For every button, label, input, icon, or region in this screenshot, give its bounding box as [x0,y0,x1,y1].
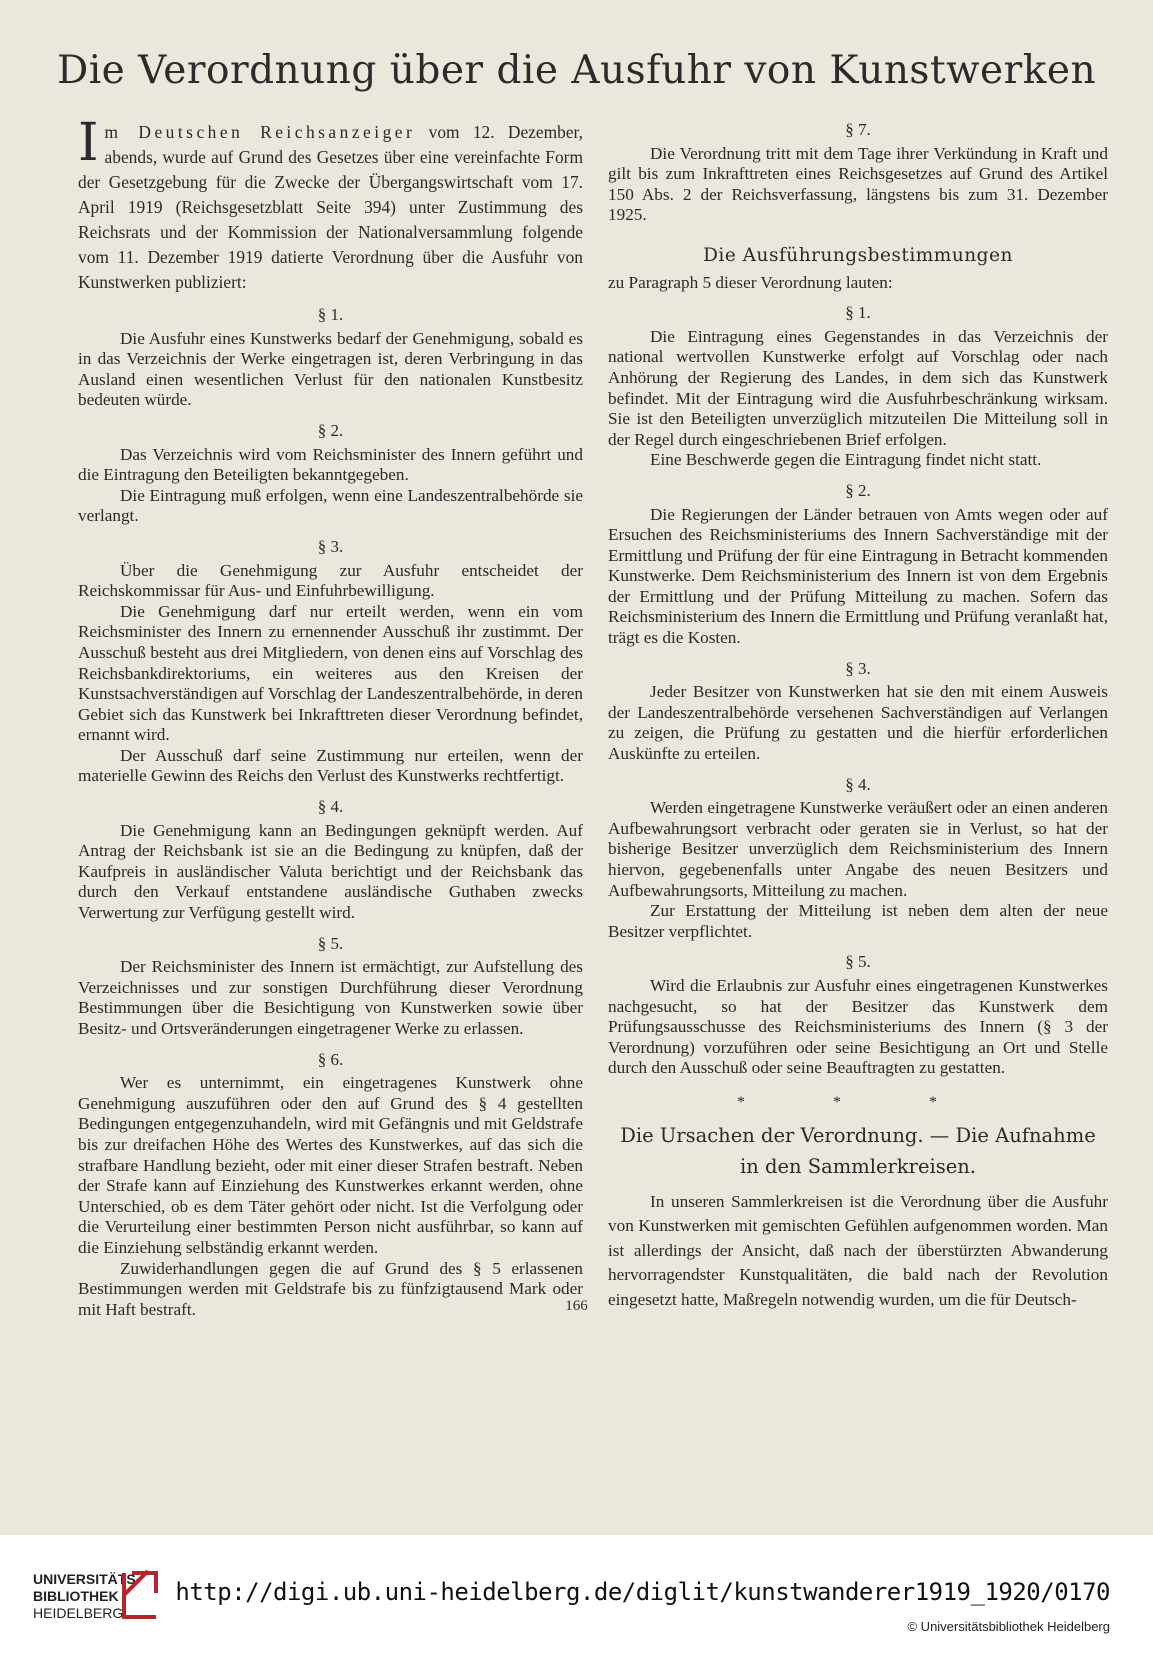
library-logo-icon [118,1565,162,1623]
paragraph: Der Reichsminister des Innern ist ermächtigt, zur Aufstellung des Verzeichnisses und zur sonstigen Durchführung dieser Verordnung Bestimmungen über die Besichtigung von Kunstwerken sowie über Besitz- und Ortsveränderungen eingetragener Werke zu erlassen. [78,957,583,1038]
paragraph: Die Eintragung eines Gegenstandes in das Verzeichnis der national wertvollen Kunstwerke erfolgt auf Vorschlag oder nach Anhörung der Regierung des Landes, in dem sich das Kunstwerk befindet. Mit der Eintragung wird die Ausfuhrbeschränkung wirksam. Sie ist den Beteiligten unverzüglich mitzuteilen Die Mitteilung soll in der Regel durch eingeschriebenen Brief erfolgen. [608,326,1108,449]
logo-line: HEIDELBERG [33,1605,124,1621]
logo-line: UNIVERSITÄTS- [33,1571,141,1587]
drop-cap: I [78,113,99,173]
left-column [78,113,583,1320]
paragraph: Der Ausschuß darf seine Zustimmung nur erteilen, wenn der materielle Gewinn des Reichs den Verlust des Kunstwerks rechtfertigt. [78,745,583,786]
section-heading: § 3. [317,536,344,556]
section-divider-stars: * * * [737,1093,979,1111]
paragraph: Wird die Erlaubnis zur Ausfuhr eines eingetragenen Kunstwerkes nachgesucht, so hat der Besitzer das Kunstwerk dem Prüfungsausschusse des Reichsministeriums des Innern (§ 3 der Verordnung) vorzuführen oder seine Besichtigung an Ort und Stelle durch den Ausschuß oder seine Beauftragten zu gestatten. [608,975,1108,1078]
section-heading: § 5. [845,952,871,972]
paragraph: Die Verordnung tritt mit dem Tage ihrer Verkündung in Kraft und gilt bis zum Inkrafttreten eines Reichsgesetzes auf Grund des Artikel 150 Abs. 2 der Reichsverfassung, längstens bis zum 31. Dezember 1925. [608,143,1108,225]
section-heading: § 1. [317,305,344,324]
paragraph: In unseren Sammlerkreisen ist die Verordnung über die Ausfuhr von Kunstwerken mit gemischten Gefühlen aufgenommen worden. Man ist allerdings der Ansicht, daß nach der überstürzten Abwanderung hervorragendster Kunstqualitäten, die bald nach der Revolution eingesetzt hatte, Maßregeln notwendig wurden, um die für Deutsch- [608,1191,1108,1309]
paragraph: Eine Beschwerde gegen die Eintragung findet nicht statt. [650,450,1042,470]
section-heading: § 5. [317,933,344,953]
subheading-lead: zu Paragraph 5 dieser Verordnung lauten: [608,272,893,292]
intro-paragraph [78,113,583,295]
section-heading: § 1. [845,303,871,323]
section-heading: § 2. [845,480,871,500]
subheading: Die Ursachen der Verordnung. — Die Aufnahme in den Sammlerkreisen. [620,1123,1096,1178]
section-heading: § 7. [845,120,871,139]
paragraph: Werden eingetragene Kunstwerke veräußert oder an einen anderen Aufbewahrungsort verbracht oder geraten sie in Verlust, so hat der bisherige Besitzer unverzüglich dem Reichsministerium des Innern hiervon, gegebenenfalls unter Angabe des neuen Besitzers und Aufbewahrungsorts, Mitteilung zu machen. [608,798,1108,900]
paragraph: Die Genehmigung kann an Bedingungen geknüpft werden. Auf Antrag der Reichsbank ist sie an die Bedingung zu knüpfen, daß der Kaufpreis in ausländischer Valuta berichtigt und der Reichsbank das durch den Verkauf entstandene ausländische Guthaben zwecks Verwertung zur Verfügung gestellt wird. [78,820,583,923]
paragraph: Die Regierungen der Länder betrauen von Amts wegen oder auf Ersuchen des Reichsministeriums des Innern Sachverständige mit der Ermittlung und Prüfung der für eine Eintragung in Betracht kommenden Kunstwerke. Dem Reichsministerium des Innern ist von dem Ergebnis der Ermittlung und der Prüfung Mitteilung zu machen. Sofern das Reichsministerium des Innern die Ermittlung und Prüfung veranlaßt hat, trägt es die Kosten. [608,504,1108,648]
logo-line: BIBLIOTHEK [33,1588,119,1604]
section-heading: § 4. [845,774,871,794]
permalink-url[interactable]: http://digi.ub.uni-heidelberg.de/diglit/kunstwanderer1919_1920/0170 [175,1578,1110,1606]
paragraph: Zur Erstattung der Mitteilung ist neben dem alten der neue Besitzer verpflichtet. [608,901,1108,941]
right-column [608,120,1108,1312]
paragraph: Die Ausfuhr eines Kunstwerks bedarf der Genehmigung, sobald es in das Verzeichnis der Werke eingetragen ist, deren Verbringung in das Ausland einen wesentlichen Verlust für den nationalen Kunstbesitz bedeuten würde. [78,328,583,410]
footer [0,1535,1153,1657]
page-title: Die Verordnung über die Ausfuhr von Kunstwerken [56,48,1097,93]
paragraph: Über die Genehmigung zur Ausfuhr entscheidet der Reichskommissar für Aus- und Einfuhrbewilligung. [78,560,583,601]
copyright-notice: © Universitätsbibliothek Heidelberg [907,1619,1110,1634]
paragraph: Das Verzeichnis wird vom Reichsminister des Innern geführt und die Eintragung den Beteiligten bekanntgegeben. [78,444,583,485]
page-number: 166 [565,1298,588,1314]
intro-text: vom 12. Dezember, abends, wurde auf Grund des Gesetzes über eine vereinfachte Form der Gesetzgebung für die Zwecke der Übergangswirtschaft vom 17. April 1919 (Reichsgesetzblatt Seite 394) unter Zustimmung des Reichsrats und der Kommission der Nationalversammlung folgende vom 11. Dezember 1919 datierte Verordnung über die Ausfuhr von Kunstwerken publiziert: [78,122,583,292]
paragraph: Die Genehmigung darf nur erteilt werden, wenn ein vom Reichsminister des Innern zu ernennender Ausschuß ihr zustimmt. Der Ausschuß besteht aus drei Mitgliedern, von denen eins auf Vorschlag des Reichsbankdirektoriums, ein weiteres aus den Kreisen der Kunstsachverständigen auf Vorschlag der Landeszentralbehörde, in deren Gebiet sich das Kunstwerk bei Inkrafttreten dieser Verordnung befindet, ernannt wird. [78,601,583,745]
section-heading: § 6. [317,1049,344,1069]
subheading: Die Ausführungsbestimmungen [703,244,1013,266]
paragraph: Die Eintragung muß erfolgen, wenn eine Landeszentralbehörde sie verlangt. [78,485,583,526]
section-heading: § 2. [317,420,344,440]
intro-spaced-text: m Deutschen Reichsanzeiger [104,122,416,142]
paragraph: Zuwiderhandlungen gegen die auf Grund des § 5 erlassenen Bestimmungen werden mit Geldstrafe bis zu fünfzigtausend Mark oder mit Haft bestraft. [78,1258,583,1319]
section-heading: § 4. [317,797,344,817]
paragraph: Jeder Besitzer von Kunstwerken hat sie den mit einem Ausweis der Landeszentralbehörde versehenen Sachverständigen auf Verlangen zu zeigen, die Prüfung zu gestatten und die hierfür erforderlichen Auskünfte zu erteilen. [608,682,1108,764]
paragraph: Wer es unternimmt, ein eingetragenes Kunstwerk ohne Genehmigung auszuführen oder den auf Grund des § 4 gestellten Bedingungen entgegenzuhandeln, wird mit Gefängnis und mit Geldstrafe bis zur dreifachen Höhe des Wertes des Kunstwerkes, auf das sich die strafbare Handlung bezieht, oder mit einer dieser Strafen bestraft. Neben der Strafe kann auf Einziehung des Kunstwerkes erkannt werden, ohne Unterschied, ob es dem Täter gehört oder nicht. Ist die Verfolgung oder die Verurteilung einer bestimmten Person nicht ausführbar, so kann auf die Einziehung selbständig erkannt werden. [78,1073,583,1257]
section-heading: § 3. [845,658,871,678]
